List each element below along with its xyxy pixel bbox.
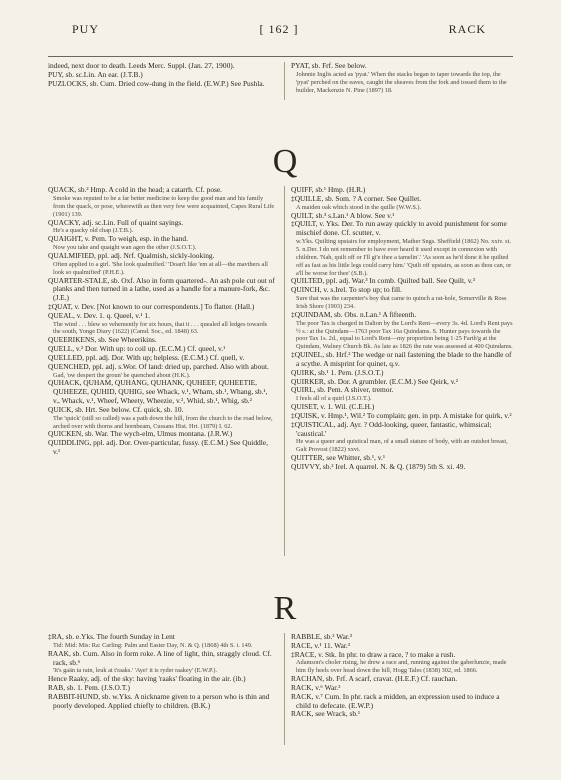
dictionary-entry: RACK, v.⁷ Cum. In phr. rack a midden, an expression used to induce a child to defecate. (E.W.P.) — [291, 691, 500, 710]
dictionary-entry: QUIFF, sb.¹ Hmp. (H.R.) — [291, 185, 366, 194]
citation-quote: 'It's gaän ta rain, leuk at t'raaks.' 'Aye! it is ryder raakey' (E.W.P.). — [53, 667, 218, 675]
dictionary-entry: ‡QUAT, v. Dev. [Not known to our correspondents.] To flatter. (Hall.) — [48, 301, 255, 311]
citation-quote: I feels all of a quirl (J.S.O.T.). — [296, 395, 372, 403]
dictionary-entry: RACK, see Wrack, sb.¹ — [291, 709, 361, 719]
dictionary-entry: indeed, next door to death. Leeds Merc. Suppl. (Jan. 27, 1900). — [48, 61, 235, 70]
header-left-word: PUY — [72, 22, 100, 36]
citation-quote: A maiden oak which stood in the quille (W.W.S.). — [296, 203, 422, 211]
dictionary-entry: RACK, v.⁶ War.³ — [291, 683, 341, 692]
dictionary-entry: QUIRK, sb.¹ 1. Pem. (J.S.O.T.) — [291, 367, 384, 377]
dictionary-entry: ‡QUINEL, sb. Hrf.² The wedge or nail fastening the blade to the handle of a scythe. A misprint for quinet, q.v. — [291, 350, 512, 369]
citation-quote: The wind . . . blew so vehemently for six hours, that it . . . quealed all ledges towards the south, Yonge Diary (1622) (Camd. Soc., ed. 1848) 63. — [53, 320, 268, 336]
citation-quote: Smoke was reputed to be a far better medicine to keep the good man and his family from the quack, or pose, wherewith as then very few were acquainted, Capes Rural Life (1901) 139. — [53, 194, 275, 218]
q-left-column — [48, 186, 276, 457]
top-right-column — [291, 62, 513, 95]
dictionary-entry: QUINCH, v. s.Irel. To stop up; to fill. — [291, 285, 402, 295]
citation-quote: Often applied to a girl. 'She look qualmified.' 'Doan't like 'em at all—the mavthers all look so qualmified' (P.H.E.). — [53, 260, 268, 276]
dictionary-entry: QUACK, sb.² Hmp. A cold in the head; a catarrh. Cf. pose. — [48, 185, 223, 194]
dictionary-entry: ‡QUISK, v. Hmp.¹, Wil.² To complain; gen. in prp. A mistake for quirk, v.² — [291, 410, 512, 420]
dictionary-entry: Hence Raaky, adj. of the sky: having 'raaks' floating in the air. (ib.) — [48, 674, 246, 684]
dictionary-entry: QUISET, v. 1. Wil. (C.E.H.) — [291, 402, 375, 412]
dictionary-entry: QUIRL, sb. Pem. A shiver, tremor. — [291, 385, 394, 395]
dictionary-entry: QUEAL, v. Dev. 1. q. Queel, v.¹ 1. — [48, 310, 150, 320]
dictionary-entry: QUILT, sb.³ s.Lan.¹ A blow. See v.¹ — [291, 210, 395, 220]
dictionary-entry: ‡QUILLE, sb. Som. ? A corner. See Quillet. — [291, 193, 422, 203]
dictionary-entry: RABBIT-HUND, sb. w.Yks. A nickname given to a person who is thin and poorly developed. Applied chiefly to children. (B.K.) — [48, 691, 270, 710]
dictionary-entry: PUY, sb. sc.Lin. An ear. (J.T.B.) — [48, 69, 143, 79]
r-right-column — [291, 633, 513, 719]
dictionary-entry: QUICK, sb. Hrt. See below. Cf. quick, sb. 10. — [48, 404, 184, 414]
citation-quote: Adamson's choler rising, he drew a race and, running against the gaberlunzie, made him fly heels over head down the hill, Hogg Tales (1838) 302, ed. 1866. — [296, 659, 507, 675]
dictionary-entry: RACE, v.¹ 11. War.³ — [291, 640, 350, 650]
r-column-divider — [284, 633, 285, 745]
dictionary-entry: QUELL, v.² Dor. With up: to coil up. (E.C.M.) Cf. queel, v.¹ — [48, 344, 226, 354]
top-column-divider — [284, 62, 285, 100]
citation-quote: Johnnie Inglis acted as 'pyat.' When the stacks began to taper towards the top, the 'pyat' perched on the eaves, caught the sheaves from the fork and tossed them to the builder, Mackenzie N. Pine (1897) 18. — [296, 70, 507, 94]
q-right-column — [291, 186, 513, 472]
dictionary-entry: PUZLOCKS, sb. Cum. Dried cow-dung in the field. (E.W.P.) See Pushla. — [48, 78, 265, 88]
dictionary-entry: QUIVVY, sb.² Irel. A quarrel. N. & Q. (1879) 5th S. xi. 49. — [291, 461, 466, 471]
dictionary-entry: ‡RACE, v. Stk. In phr. to draw a race, ? to make a rush. — [291, 649, 456, 659]
dictionary-entry: RABBLE, sb.² War.³ — [291, 632, 352, 641]
citation-quote: Now you take and quaight wan agen the other (J.S.O.T.). — [53, 244, 197, 252]
dictionary-entry: QUICKEN, sb. War. The wych-elm, Ulmus montana. (J.R.W.) — [48, 429, 233, 439]
header-rule — [48, 56, 513, 57]
dictionary-entry: RACHAN, sb. Frf. A scarf, cravat. (H.E.F.) Cf. rauchan. — [291, 674, 458, 684]
dictionary-entry: QUENCHED, ppl. adj. s.Wor. Of land: dried up, parched. Also with about. — [48, 361, 269, 371]
page-header — [72, 20, 486, 40]
citation-quote: The poor Tax is charged in Dalton by the Lord's Rent—every 3s. 4d. Lord's Rent pays ½ s.: at the Quindam—1763 poor Tax 16a Quindams. S. Hunter pays towards the poor Tax 1s. 2d., equal to Lord's Rent—my proportion being 1·25 Farth'g at the Quindam, Walney Church Bk. As late as 1826 the rate was assessed at 400 Quindams. — [296, 319, 513, 351]
citation-quote: He's a quacky old chap (J.T.B.). — [53, 227, 134, 235]
dictionary-entry: ‡RA, sb. e.Yks. The fourth Sunday in Lent — [48, 632, 175, 641]
citation-quote: Sure that was the carpenter's boy that came to quinch a rat-hole, Somerville & Ross Irish Shore (1903) 234. — [296, 295, 507, 310]
dictionary-entry: QUIDDLING, ppl. adj. Dor. Over-particular, fussy. (E.C.M.) See Quiddle, v.¹ — [48, 438, 268, 457]
header-right-word: RACK — [448, 22, 486, 36]
dictionary-entry: QUEERIKENS, sb. See Wheerikins. — [48, 335, 157, 345]
dictionary-entry: QUALMIFIED, ppl. adj. Nrf. Qualmish, sickly-looking. — [48, 250, 215, 260]
citation-quote: Gad, 'ow despert the groun' be quenched about (H.K.). — [53, 371, 191, 379]
dictionary-entry: QUIRKER, sb. Dor. A grumbler. (E.C.M.) See Qeirk, v.² — [291, 376, 458, 386]
dictionary-entry: ‡QUINDAM, sb. Obs. n.Lan.¹ A fifteenth. — [291, 309, 417, 319]
dictionary-entry: QUILTED, ppl. adj. War.³ In comb. Quilted ball. See Quilt, v.³ — [291, 276, 475, 286]
citation-quote: Tid: Mid: Mis: Ra: Carling: Palm and Easter Day, N. & Q. (1868) 4th S. i. 149. — [53, 641, 253, 649]
dictionary-entry: ‡QUILT, v. Yks. Der. To run away quickly to avoid punishment for some mischief done. Cf. scutter, v. — [291, 219, 507, 238]
dictionary-entry: QUHACK, QUHAM, QUHANG, QUHANK, QUHEEF, QUHEETIE, QUHEEZE, QUHID, QUHIG, see Whack, v.¹, Wham, sb.¹, Whang, sb.¹, v., Whack, v.¹, Wheef, Wheety, Wheezie, v.², Whid, sb.¹, Whig, sb.² — [48, 378, 268, 406]
citation-quote: He was a queer and quistical man, of a small stature of body, with an outshot breast, Galt Provost (1822) xxvi. — [296, 438, 508, 454]
dictionary-entry: QUELLED, ppl. adj. Dor. With up; helpless. (E.C.M.) Cf. quell, v. — [48, 352, 245, 362]
top-left-column — [48, 62, 276, 88]
dictionary-entry: RAB, sb. 1. Pem. (J.S.O.T.) — [48, 683, 130, 692]
dictionary-entry: QUARTER-STALE, sb. Oxf. Also in form quartered-. An ash pole cut out of planks and then turned in a lathe, used as a handle for a manure-fork, &c. (J.E.) — [48, 275, 275, 303]
section-letter-r: R — [273, 590, 297, 627]
dictionary-entry: QUACKY, adj. sc.Lin. Full of quaint sayings. — [48, 217, 184, 227]
dictionary-entry: QUITTER, see Whitter, sb.¹, v.¹ — [291, 453, 386, 463]
dictionary-entry: QUAIGHT, v. Pem. To weigh, esp. in the hand. — [48, 234, 188, 244]
r-left-column — [48, 633, 276, 710]
page-number: [ 162 ] — [259, 22, 299, 36]
citation-quote: The 'quick' (still so called) was a path down the hill, from the church to the road below, arched over with thorns and hornbeam, Cussans Hist. Hrt. (1879) I. 62. — [53, 414, 273, 430]
q-column-divider — [284, 186, 285, 556]
dictionary-entry: ‡QUISTICAL, adj. Ayr. ? Odd-looking, queer, fantastic, whimsical; 'caustical.' — [291, 419, 492, 438]
section-letter-q: Q — [272, 143, 298, 180]
dictionary-entry: RAAK, sb. Cum. Also in form roke. A line of light, thin, straggly cloud. Cf. rack, sb.⁶ — [48, 648, 272, 667]
citation-quote: w.Yks. Quilting upstairs for employment, Mather Sngs. Sheffield (1862) No. xxiv. st. 5. n.Der. I do not remember to have ever heard it used except in connexion with children. 'Nah, quilt off or I'll gi'e thee a tamelin'.' 'As soon as he'd done it he quilted off as fast as his little legs could carry him.' 'Quilt off upstairs, as soon as thou can, or a'll be worse for thee' (S.B.). — [296, 237, 512, 277]
dictionary-entry: PYAT, sb. Frf. See below. — [291, 61, 367, 70]
